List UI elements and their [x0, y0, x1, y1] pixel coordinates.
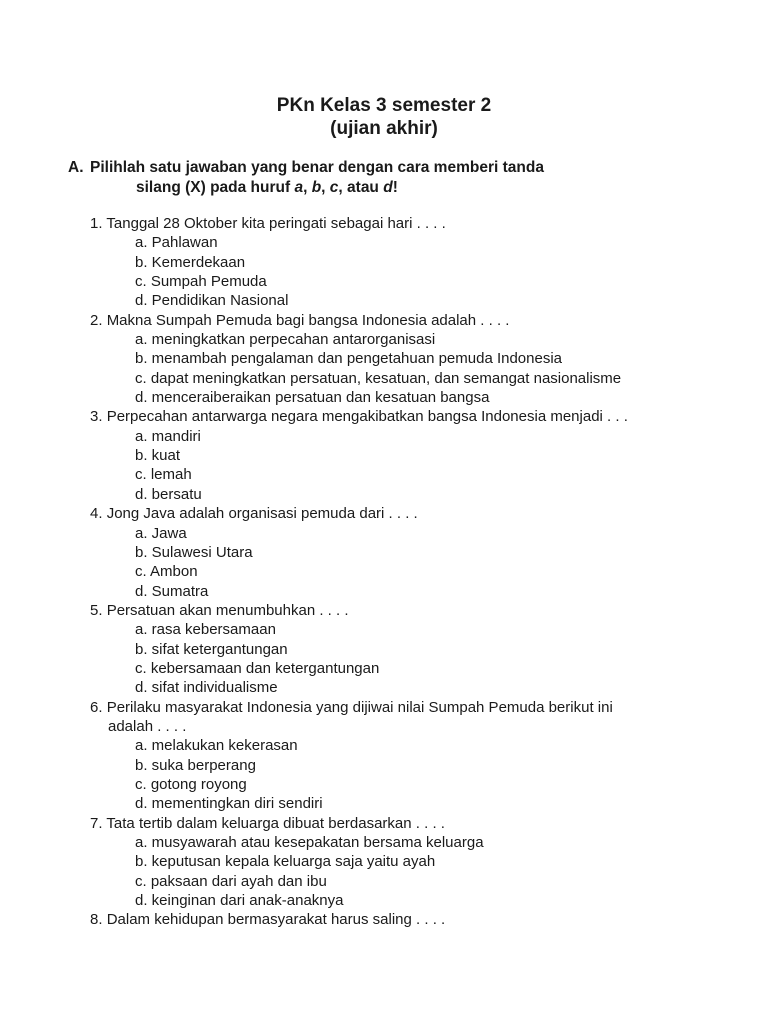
section-letter: A.: [68, 159, 84, 176]
question-text: Tanggal 28 Oktober kita peringati sebagai hari . . . .: [106, 215, 446, 232]
instruction-end: !: [392, 179, 398, 196]
option-b: b. keputusan kepala keluarga saja yaitu ayah: [135, 853, 436, 871]
option-d: d. keinginan dari anak-anaknya: [135, 892, 344, 910]
question-number: 4.: [90, 505, 103, 523]
question-text: Jong Java adalah organisasi pemuda dari . . . .: [106, 505, 418, 523]
option-a: a. mandiri: [135, 427, 201, 445]
question-6: [0, 698, 768, 717]
option-d: d. Sumatra: [135, 582, 209, 600]
question-1: [0, 214, 768, 233]
question-5: [0, 601, 768, 620]
question-text: Perpecahan antarwarga negara mengakibatkan bangsa Indonesia menjadi . . .: [106, 408, 628, 426]
instruction-sep-3: , atau: [338, 179, 384, 196]
question-text: Makna Sumpah Pemuda bagi bangsa Indonesia adalah . . . .: [106, 311, 510, 329]
option-c: c. Ambon: [135, 563, 198, 581]
question-number: 7.: [90, 814, 103, 832]
instruction-letter-b: b: [311, 179, 322, 196]
instruction-letter-c: c: [329, 179, 339, 196]
question-8: [0, 910, 768, 929]
option-b: b. menambah pengalaman dan pengetahuan pemuda Indonesia: [135, 350, 563, 368]
question-7: [0, 814, 768, 833]
instruction-line-1: Pilihlah satu jawaban yang benar dengan cara memberi tanda: [90, 159, 544, 176]
option-c: c. kebersamaan dan ketergantungan: [135, 659, 380, 677]
option-d: d. bersatu: [135, 485, 202, 503]
option-b: b. kuat: [135, 447, 181, 465]
question-3: [0, 407, 768, 426]
option-b: b. Sulawesi Utara: [135, 543, 253, 561]
option-a: a. musyawarah atau kesepakatan bersama keluarga: [135, 834, 484, 851]
title-line-1: PKn Kelas 3 semester 2: [276, 95, 492, 116]
question-text: Persatuan akan menumbuhkan . . . .: [106, 601, 349, 619]
document-title: [0, 94, 768, 140]
option-d: d. Pendidikan Nasional: [135, 292, 289, 310]
option-a: a. Jawa: [135, 524, 187, 542]
instruction-letter-d: d: [383, 179, 393, 196]
option-c: c. dapat meningkatkan persatuan, kesatuan, dan semangat nasionalisme: [135, 369, 622, 387]
instruction-sep-2: ,: [321, 179, 330, 196]
option-d: d. menceraiberaikan persatuan dan kesatuan bangsa: [135, 389, 490, 407]
question-list: [0, 214, 768, 930]
option-a: a. melakukan kekerasan: [135, 737, 298, 755]
option-d: d. sifat individualisme: [135, 679, 278, 697]
question-number: 5.: [90, 601, 103, 619]
instruction-sep-1: ,: [303, 179, 312, 196]
question-number: 1.: [90, 215, 103, 232]
option-b: b. sifat ketergantungan: [135, 640, 288, 658]
question-text: Perilaku masyarakat Indonesia yang dijiwai nilai Sumpah Pemuda berikut ini: [106, 698, 613, 716]
title-line-2: (ujian akhir): [330, 118, 438, 139]
option-c: c. lemah: [135, 466, 192, 484]
question-text: Tata tertib dalam keluarga dibuat berdasarkan . . . .: [106, 814, 445, 832]
option-a: a. rasa kebersamaan: [135, 621, 276, 639]
question-4: [0, 504, 768, 523]
question-number: 6.: [90, 698, 103, 716]
option-d: d. mementingkan diri sendiri: [135, 795, 323, 813]
option-a: a. Pahlawan: [135, 234, 218, 252]
instruction-text-pre: silang (X) pada huruf: [136, 179, 295, 196]
instruction-line-2: [136, 178, 398, 198]
question-text: Dalam kehidupan bermasyarakat harus saling . . . .: [106, 911, 446, 929]
option-b: b. Kemerdekaan: [135, 253, 246, 271]
question-number: 2.: [90, 311, 103, 329]
question-number: 3.: [90, 408, 103, 426]
option-c: c. paksaan dari ayah dan ibu: [135, 872, 327, 890]
question-2: [0, 311, 768, 330]
question-number: 8.: [90, 911, 103, 929]
option-a: a. meningkatkan perpecahan antarorganisasi: [135, 331, 436, 349]
question-text-continued: adalah . . . .: [108, 717, 187, 735]
option-c: c. gotong royong: [135, 775, 247, 793]
option-c: c. Sumpah Pemuda: [135, 273, 267, 291]
option-b: b. suka berperang: [135, 756, 256, 774]
instruction-letter-a: a: [294, 179, 304, 196]
